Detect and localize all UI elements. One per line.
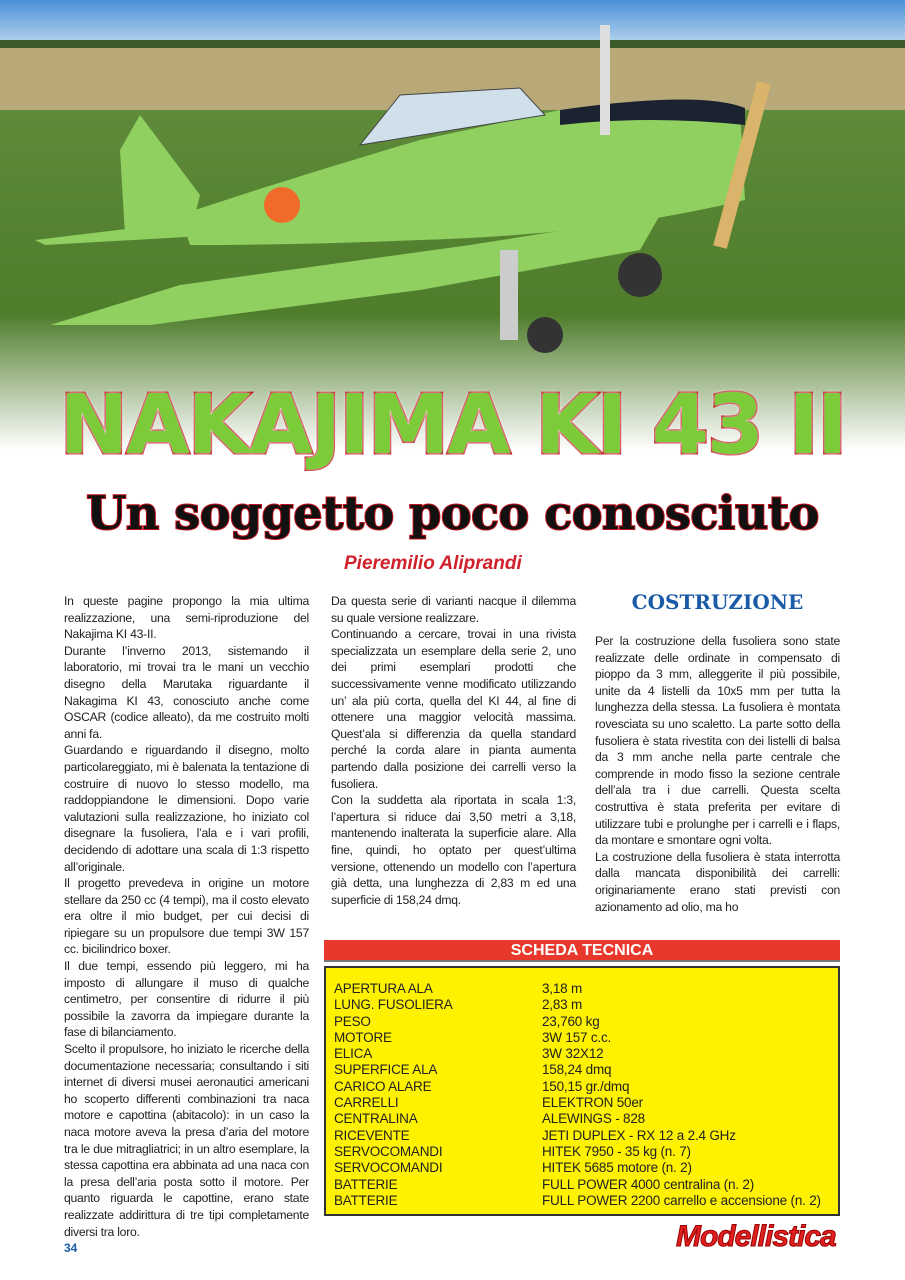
spec-row	[334, 1111, 830, 1127]
paragraph: Durante l’inverno 2013, sistemando il laboratorio, mi trovai tra le mani un vecchio disegno della Marutaka riguardante il Nakagima KI 43, conosciuto anche come OSCAR (codice alleato), da me costruito molti anni fa.	[64, 643, 309, 741]
spec-key: MOTORE	[334, 1029, 392, 1045]
spec-row	[334, 1160, 830, 1176]
page-number: 34	[64, 1241, 78, 1255]
spec-row	[334, 1095, 830, 1111]
spec-value: FULL POWER 4000 centralina (n. 2)	[542, 1176, 754, 1192]
spec-row	[334, 1046, 830, 1062]
column-1	[64, 593, 309, 1240]
spec-key: APERTURA ALA	[334, 981, 433, 996]
spec-key: SUPERFICE ALA	[334, 1062, 438, 1078]
spec-value: 150,15 gr./dmq	[542, 1078, 630, 1094]
article-subtitle: Un soggetto poco conosciuto	[86, 486, 819, 540]
spec-key: SERVOCOMANDI	[334, 1160, 443, 1176]
spec-key: LUNG. FUSOLIERA	[334, 997, 453, 1013]
spec-row	[334, 1128, 830, 1144]
article-title: NAKAJIMA KI 43 II	[59, 378, 846, 473]
spec-sheet-table	[324, 966, 840, 1216]
spec-value: 2,83 m	[542, 997, 583, 1013]
spec-row	[334, 1193, 830, 1209]
spec-row	[334, 1062, 830, 1078]
spec-row	[334, 1144, 830, 1160]
spec-row	[334, 981, 830, 997]
magazine-logo: Modellistica	[676, 1220, 836, 1253]
spec-row	[334, 1030, 830, 1046]
spec-key: CARICO ALARE	[334, 1078, 432, 1094]
spec-value: 3W 157 c.c.	[542, 1029, 612, 1045]
spec-key: BATTERIE	[334, 1192, 398, 1208]
spec-key: CARRELLI	[334, 1095, 399, 1111]
spec-key: PESO	[334, 1013, 371, 1029]
paragraph: Continuando a cercare, trovai in una rivista specializzata un esemplare della serie 2, uno dei primi esemplari prodotti che successivamente venne modificato utilizzando un’ ala più corta, quella del KI 44, al fine di ottenere una maggior velocità massima. Quest’ala si differenzia da quella standard perché la corda alare in pianta aumenta partendo dalla posizione dei carrelli verso la fusoliera.	[331, 627, 576, 791]
paragraph: Guardando e riguardando il disegno, molto particolareggiato, mi è balenata la tentazione di costruire di nuovo lo stesso modello, ma raddoppiandone le dimensioni. Dopo varie valutazioni sulla realizzazione, ho iniziato col disegnare la fusoliera, l’ala e i vari profili, decidendo di adottare una scala di 1:3 rispetto all’originale.	[64, 743, 309, 874]
spec-row	[334, 1014, 830, 1030]
spec-value: FULL POWER 2200 carrello e accensione (n. 2)	[542, 1192, 821, 1208]
paragraph: La costruzione della fusoliera è stata interrotta dalla mancata disponibilità dei carrelli: originariamente erano stati previsti con azionamento ad olio, ma ho	[595, 849, 840, 914]
spec-row	[334, 1079, 830, 1095]
column-3	[595, 633, 840, 915]
paragraph: Con la suddetta ala riportata in scala 1:3, l’apertura si riduce dai 3,50 metri a 3,18, mantenendo inalterata la superficie alare. Alla fine, quindi, ho optato per quest’ultima versione, ottenendo un modello con l’apertura già detta, una lunghezza di 2,83 m ed una superficie di 158,24 dmq.	[331, 793, 576, 907]
paragraph: Scelto il propulsore, ho iniziato le ricerche della documentazione necessaria; consultando i siti internet di diversi musei aeronautici americani ho scoperto differenti combinazioni tra naca motore e capottina (abitacolo): in un caso la naca motore aveva la presa d’aria del motore tra le due mitragliatrici; in un altro esemplare, la stessa capottina era abbinata ad una naca con la presa dell’aria posta sotto il motore. Per quanto riguarda le capottine, erano state realizzate addirittura di tre tipi completamente diversi tra loro.	[64, 1042, 309, 1239]
column-2	[331, 593, 576, 908]
spec-key: ELICA	[334, 1046, 373, 1062]
paragraph: Per la costruzione della fusoliera sono state realizzate delle ordinate in compensato di pioppo da 3 mm, alleggerite il più possibile, unite da 4 listelli da 10x5 mm per tutta la lunghezza della stessa. La fusoliera è montata rovesciata su uno scaletto. La parte sotto della fusoliera è stata rivestita con dei listelli di balsa da 3 mm anche nella parte centrale che comprende in modo fisso la sezione centrale dell’ala tra i due carrelli. Questa scelta costruttiva è stata preferita per evitare di utilizzare tubi e prolunghe per i carrelli e i flaps, da montare e smontare ogni volta.	[595, 634, 840, 848]
spec-sheet-title: SCHEDA TECNICA	[324, 940, 840, 962]
spec-key: RICEVENTE	[334, 1127, 410, 1143]
spec-value: 3,18 m	[542, 981, 583, 996]
section-heading-costruzione: COSTRUZIONE	[631, 590, 804, 614]
spec-row	[334, 997, 830, 1013]
spec-key: BATTERIE	[334, 1176, 398, 1192]
spec-value: HITEK 7950 - 35 kg (n. 7)	[542, 1143, 691, 1159]
spec-value: ELEKTRON 50er	[542, 1095, 643, 1111]
spec-value: 158,24 dmq	[542, 1062, 612, 1078]
spec-value: HITEK 5685 motore (n. 2)	[542, 1160, 692, 1176]
spec-value: ALEWINGS - 828	[542, 1111, 645, 1127]
paragraph: Il progetto prevedeva in origine un motore stellare da 250 cc (4 tempi), ma il costo elevato era oltre il mio budget, per cui decisi di ripiegare su un propulsore due tempi 3W 157 cc. bicilindrico boxer.	[64, 876, 309, 957]
spec-value: 23,760 kg	[542, 1013, 600, 1029]
spec-row	[334, 1177, 830, 1193]
paragraph: Il due tempi, essendo più leggero, mi ha imposto di allungare il muso di qualche centimetro, per consentire di ridurre il più possibile la zavorra da impiegare durante la fase di bilanciamento.	[64, 959, 309, 1040]
spec-value: 3W 32X12	[542, 1046, 604, 1062]
paragraph: Da questa serie di varianti nacque il dilemma su quale versione realizzare.	[331, 594, 576, 625]
paragraph: In queste pagine propongo la mia ultima realizzazione, una semi-riproduzione del Nakajima KI 43-II.	[64, 594, 309, 642]
spec-key: SERVOCOMANDI	[334, 1143, 443, 1159]
spec-key: CENTRALINA	[334, 1111, 418, 1127]
author-name: Pieremilio Aliprandi	[344, 553, 522, 574]
spec-value: JETI DUPLEX - RX 12 a 2.4 GHz	[542, 1127, 736, 1143]
